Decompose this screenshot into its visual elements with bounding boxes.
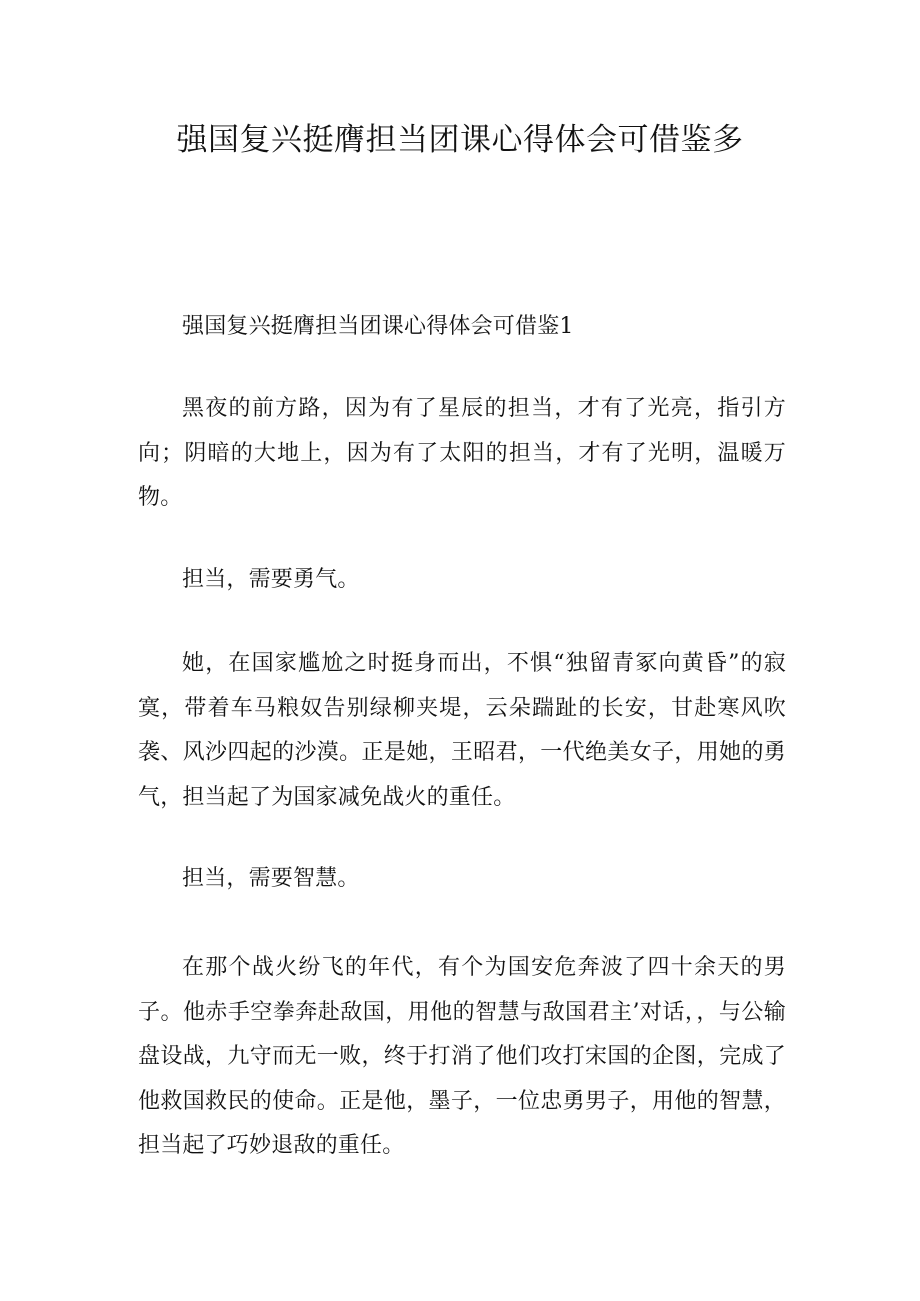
paragraph: 她，在国家尴尬之时挺身而出，不惧“独留青冢向黄昏”的寂寞，带着车马粮奴告别绿柳夹堤，云朵踹趾的长安，甘赴寒风吹袭、风沙四起的沙漠。正是她，王昭君，一代绝美女子，用她的勇气，担当起了为国家减免战火的重任。 [138, 651, 786, 810]
paragraph: 黑夜的前方路，因为有了星辰的担当，才有了光亮，指引方向；阴暗的大地上，因为有了太阳的担当，才有了光明，温暖万物。 [138, 396, 786, 510]
section-heading: 强国复兴挺膺担当团课心得体会可借鉴1 [182, 314, 574, 339]
document-title: 强国复兴挺膺担当团课心得体会可借鉴多 [176, 122, 744, 158]
paragraph: 担当，需要勇气。 [182, 567, 360, 592]
paragraph: 在那个战火纷飞的年代，有个为国安危奔波了四十余天的男子。他赤手空拳奔赴敌国，用他的智慧与敌国君主’对话，，与公输盘设战，九守而无一败，终于打消了他们攻打宋国的企图，完成了他救国救民的使命。正是他，墨子，一位忠勇男子，用他的智慧，担当起了巧妙退敌的重任。 [138, 955, 786, 1158]
paragraph: 担当，需要智慧。 [182, 866, 360, 891]
